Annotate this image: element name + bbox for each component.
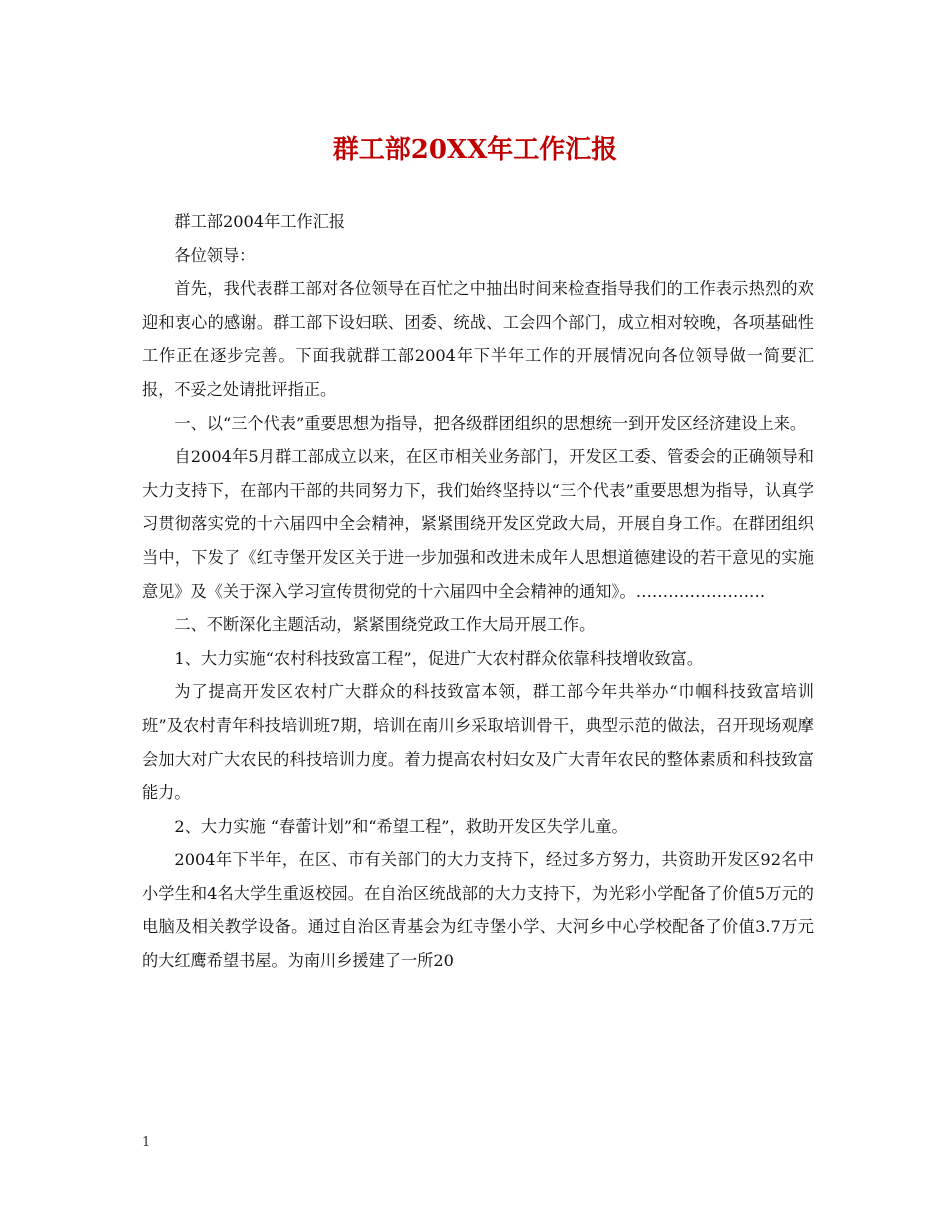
section-heading: 二、不断深化主题活动，紧紧围绕党政工作大局开展工作。 bbox=[174, 615, 596, 635]
body-paragraph: 自2004年5月群工部成立以来，在区市相关业务部门，开发区工委、管委会的正确领导和大力支持下，在部内干部的共同努力下，我们始终坚持以“三个代表”重要思想为指导，认真学习贯彻落实党的十六届四中全会精神，紧紧围绕开发区党政大局，开展自身工作。在群团组织当中，下发了《红寺堡开发区关于进一步加强和改进未成年人思想道德建设的若干意见的实施意见》及《关于深入学习宣传贯彻党的十六届四中全会精神的通知》。…………………… bbox=[142, 447, 814, 601]
subsection-heading: 1、大力实施“农村科技致富工程”，促进广大农村群众依靠科技增收致富。 bbox=[174, 648, 704, 668]
document-title: 群工部20XX年工作汇报 bbox=[332, 135, 618, 165]
body-paragraph: 为了提高开发区农村广大群众的科技致富本领，群工部今年共举办“巾帼科技致富培训班”及农村青年科技培训班7期，培训在南川乡采取培训骨干，典型示范的做法，召开现场观摩会加大对广大农民的科技培训力度。着力提高农村妇女及广大青年农民的整体素质和科技致富能力。 bbox=[142, 682, 814, 803]
body-paragraph: 2004年下半年，在区、市有关部门的大力支持下，经过多方努力，共资助开发区92名中小学生和4名大学生重返校园。在自治区统战部的大力支持下，为光彩小学配备了价值5万元的电脑及相关教学设备。通过自治区青基会为红寺堡小学、大河乡中心学校配备了价值3.7万元的大红鹰希望书屋。为南川乡援建了一所20 bbox=[142, 850, 814, 971]
section-heading: 一、以“三个代表”重要思想为指导，把各级群团组织的思想统一到开发区经济建设上来。 bbox=[174, 413, 807, 433]
document-body bbox=[142, 205, 814, 978]
salutation-paragraph: 各位领导： bbox=[174, 245, 256, 265]
body-paragraph: 首先，我代表群工部对各位领导在百忙之中抽出时间来检查指导我们的工作表示热烈的欢迎和衷心的感谢。群工部下设妇联、团委、统战、工会四个部门，成立相对较晚，各项基础性工作正在逐步完善。下面我就群工部2004年下半年工作的开展情况向各位领导做一简要汇报，不妥之处请批评指正。 bbox=[142, 279, 814, 399]
subsection-heading: 2、大力实施 “春蕾计划”和“希望工程”，救助开发区失学儿童。 bbox=[174, 816, 628, 836]
subtitle-paragraph: 群工部2004年工作汇报 bbox=[174, 212, 346, 231]
page-number: 1 bbox=[142, 1135, 151, 1150]
